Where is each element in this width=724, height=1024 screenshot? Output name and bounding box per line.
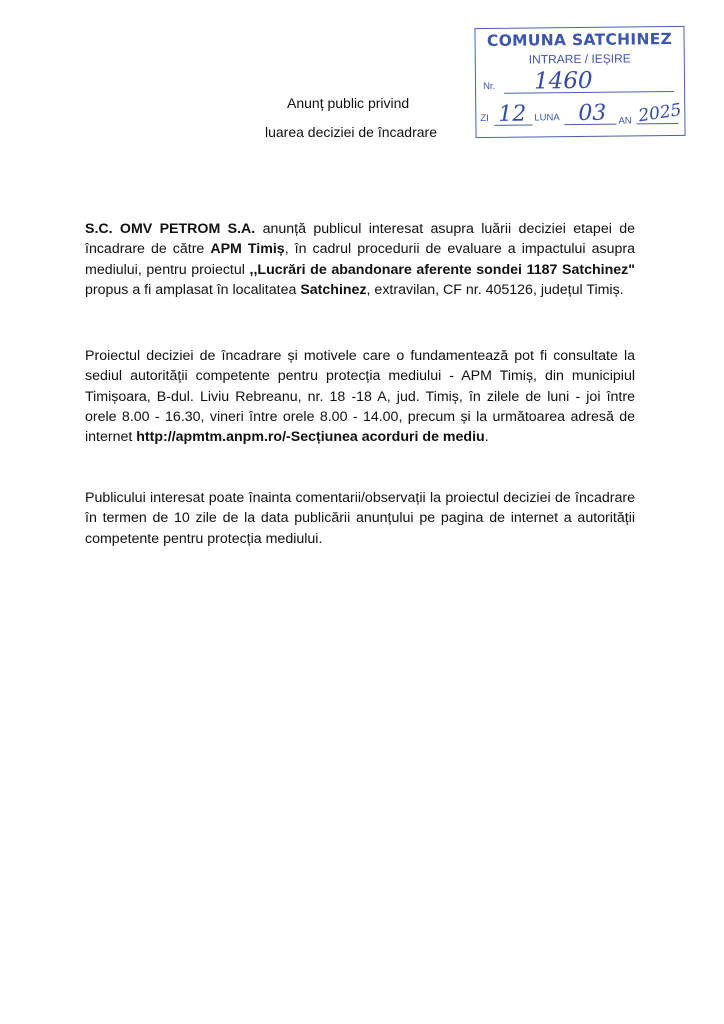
registration-stamp <box>474 26 685 138</box>
stamp-luna-value: 03 <box>578 100 607 127</box>
company-name: S.C. OMV PETROM S.A. <box>85 221 256 237</box>
stamp-zi-value: 12 <box>498 101 527 127</box>
project-name: ,,Lucrări de abandonare aferente sondei 1187 Satchinez" <box>249 261 635 278</box>
stamp-zi-label: ZI <box>480 112 489 125</box>
paragraph1-text2: , în cadrul procedurii de evaluare a impactului asupra mediului, pentru proiectul <box>85 241 635 278</box>
stamp-luna-label: LUNA <box>534 112 560 124</box>
paragraph1-text1: anunță publicul interesat asupra luării deciziei etapei de încadrare de către <box>85 221 635 258</box>
authority-name: APM Timiș <box>210 241 285 258</box>
paragraph1-text4: , extravilan, CF nr. 405126, județul Timiș. <box>366 281 624 298</box>
stamp-an-value: 2025 <box>637 100 683 127</box>
paragraph1-text3: propus a fi amplasat în localitatea <box>85 281 301 298</box>
heading-line-2: luarea deciziei de încadrare <box>265 124 437 140</box>
stamp-an-label: AN <box>618 115 632 127</box>
paragraph-announcement <box>85 219 635 300</box>
paragraph-consultation <box>85 346 635 447</box>
stamp-subtitle: INTRARE / IEȘIRE <box>528 51 631 67</box>
stamp-title: COMUNA SATCHINEZ <box>486 30 673 50</box>
paragraph2-text1: Proiectul deciziei de încadrare și motivele care o fundamentează pot fi consultate la sediul autorității competente pentru protecția mediului - APM Timiș, din municipiul Timișoara, B-dul. Liviu Rebreanu, nr. 18 -18 A, jud. Timiș, în zilele de luni - joi între orele 8.00 - 16.30, vineri între orele 8.00 - 14.00, precum și la următoarea adresă de internet <box>85 348 635 446</box>
website-link: http://apmtm.anpm.ro/-Secțiunea acorduri de mediu <box>136 429 485 446</box>
locality-name: Satchinez <box>300 281 367 298</box>
heading-line-1: Anunț public privind <box>287 95 410 111</box>
stamp-nr-value: 1460 <box>533 67 593 95</box>
paragraph2-text2: . <box>484 429 489 446</box>
paragraph-comments: Publicului interesat poate înainta comentarii/observații la proiectul deciziei de încadrare în termen de 10 zile de la data publicării anunțului pe pagina de internet a autorității competente pentru protecția mediului. <box>85 490 635 547</box>
stamp-nr-label: Nr. <box>482 80 496 93</box>
